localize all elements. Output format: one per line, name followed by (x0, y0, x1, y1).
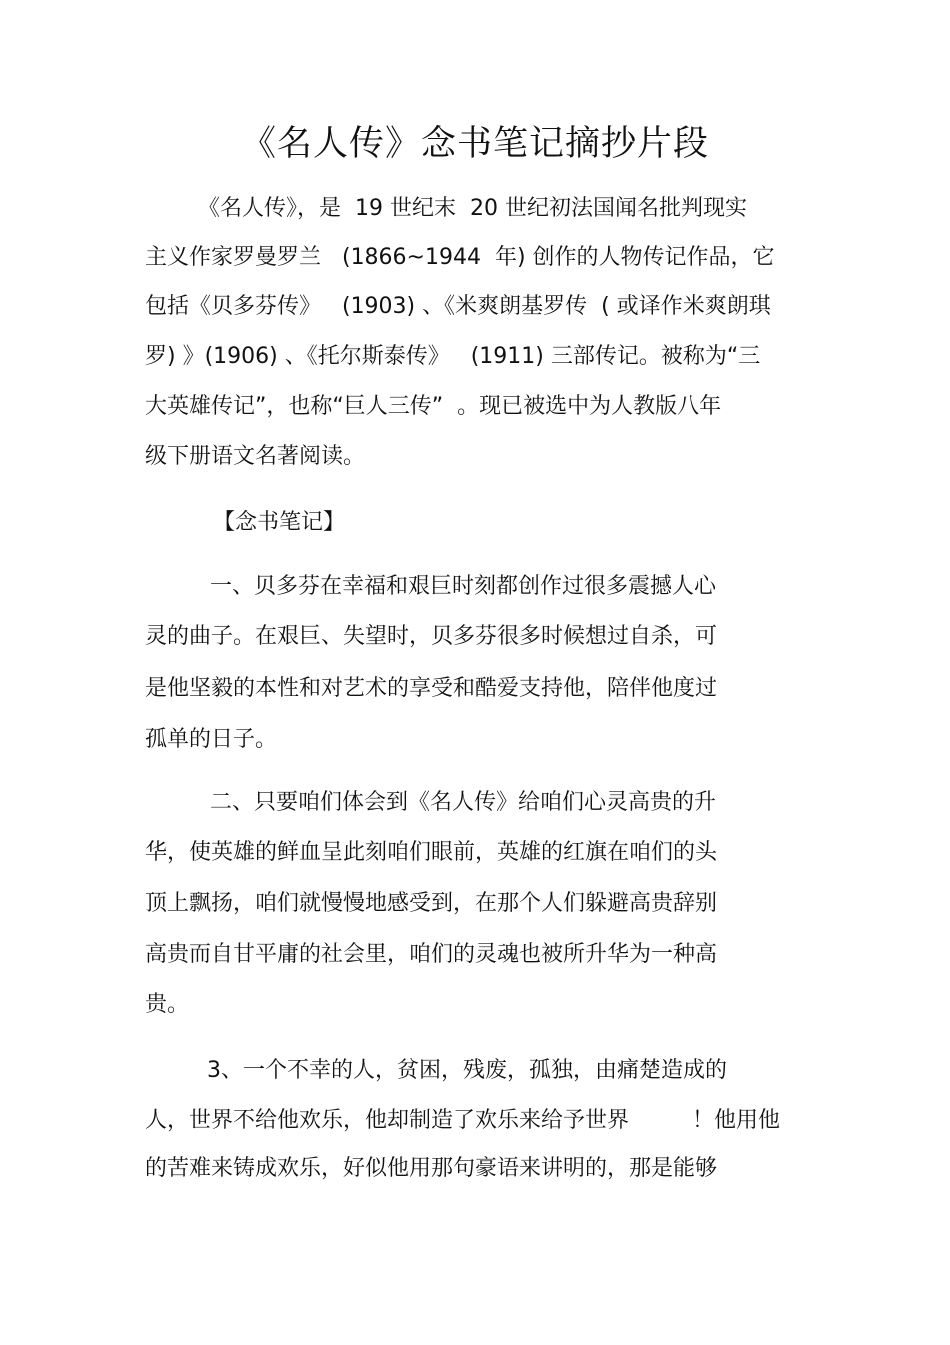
notes-heading: 【念书笔记】 (213, 510, 346, 535)
note-line: 孤单的日子。 (145, 727, 278, 752)
note-line: 一、贝多芬在幸福和艰巨时刻都创作过很多震撼人心 (210, 574, 717, 599)
note-line: 人，世界不给他欢乐，他却制造了欢乐来给予世界 ！他用他 (145, 1108, 780, 1133)
intro-line: 大英雄传记”，也称“巨人三传” 。现已被选中为人教版八年 (145, 394, 722, 419)
note-line: 3、一个不幸的人，贫困，残废，孤独，由痛楚造成的 (207, 1058, 727, 1083)
intro-line: 《名人传》，是 19 世纪末 20 世纪初法国闻名批判现实 (198, 196, 747, 221)
note-line: 华，使英雄的鲜血呈此刻咱们眼前，英雄的红旗在咱们的头 (145, 840, 718, 865)
intro-line: 罗) 》(1906) 、《托尔斯泰传》 (1911) 三部传记。被称为“三 (145, 344, 761, 369)
intro-line: 级下册语文名著阅读。 (145, 444, 366, 469)
note-line: 贵。 (145, 992, 190, 1017)
intro-line: 包括《贝多芬传》 (1903) 、《米爽朗基罗传 ( 或译作米爽朗琪 (145, 294, 771, 319)
intro-line: 主义作家罗曼罗兰 (1866~1944 年) 创作的人物传记作品，它 (145, 245, 775, 270)
page-title: 《名人传》念书笔记摘抄片段 (240, 124, 709, 164)
note-line: 高贵而自甘平庸的社会里，咱们的灵魂也被所升华为一种高 (145, 942, 718, 967)
note-line: 的苦难来铸成欢乐，好似他用那句豪语来讲明的，那是能够 (145, 1156, 718, 1181)
note-line: 灵的曲子。在艰巨、失望时，贝多芬很多时候想过自杀，可 (145, 624, 718, 649)
note-line: 顶上飘扬，咱们就慢慢地感受到，在那个人们躲避高贵辞别 (145, 891, 718, 916)
note-line: 是他坚毅的本性和对艺术的享受和酷爱支持他，陪伴他度过 (145, 676, 718, 701)
note-line: 二、只要咱们体会到《名人传》给咱们心灵高贵的升 (210, 790, 717, 815)
